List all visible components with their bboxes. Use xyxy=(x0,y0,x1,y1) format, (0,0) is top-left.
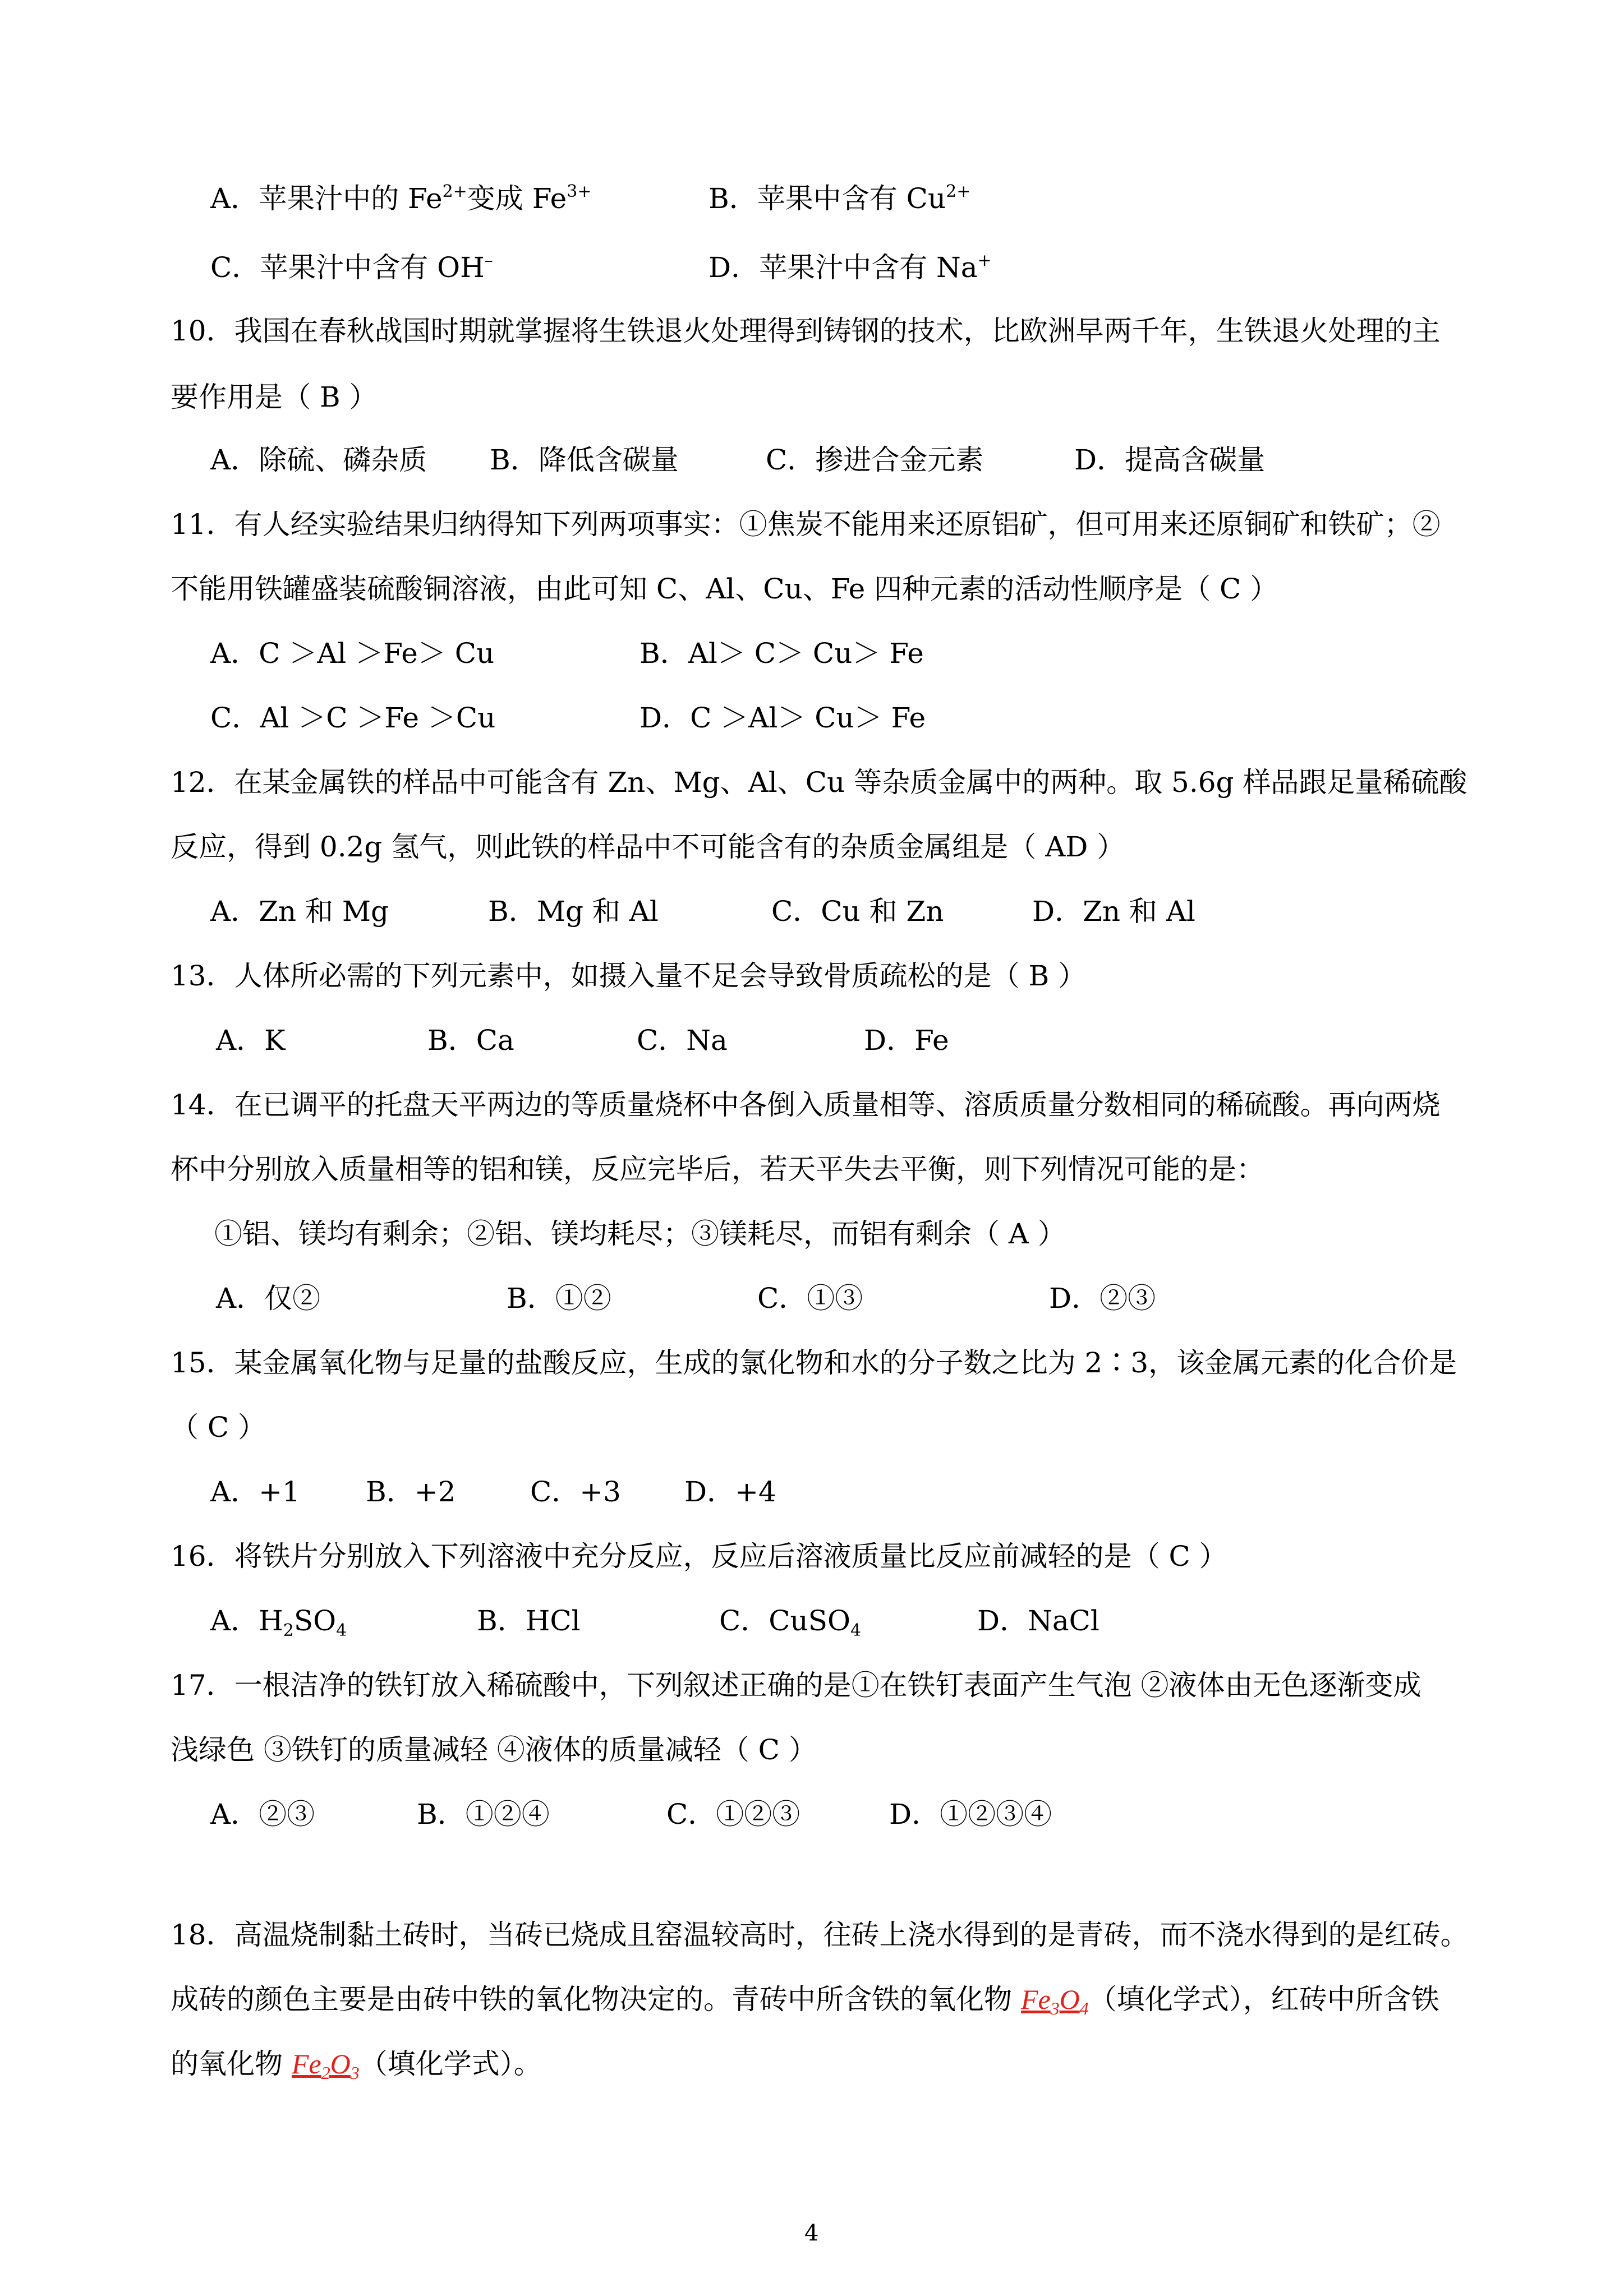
q14-option-b: B．①② xyxy=(507,1282,611,1315)
q18-answer-1: $Fe_3O_4$ xyxy=(1020,1984,1089,2018)
q10-option-b: B．降低含碳量 xyxy=(490,444,679,476)
q18-stem-line1: 18．高温烧制黏土砖时，当砖已烧成且窑温较高时，往砖上浇水得到的是青砖，而不浇水得到的是红砖。 xyxy=(171,1919,1469,1951)
q14-stem-line3: ①铝、镁均有剩余；②铝、镁均耗尽；③镁耗尽，而铝有剩余（ A ） xyxy=(214,1218,1066,1250)
q11-stem-line1: 11．有人经实验结果归纳得知下列两项事实：①焦炭不能用来还原铝矿，但可用来还原铜矿和铁矿；② xyxy=(171,508,1441,541)
q16-option-b: B．HCl xyxy=(477,1605,581,1637)
q18-stem-line3: 的氧化物 $Fe_2O_3$（填化学式）。 xyxy=(171,2048,542,2083)
q16-option-c: C．CuSO$_4$ xyxy=(719,1605,862,1640)
q11-option-d: D．C ＞Al＞ Cu＞ Fe xyxy=(640,702,926,734)
q12-option-b: B．Mg 和 Al xyxy=(488,895,659,928)
q11-options-row-2 xyxy=(0,701,1624,735)
q12-option-c: C．Cu 和 Zn xyxy=(771,895,944,928)
q16-option-a: A．$H_2SO_4$ xyxy=(210,1605,347,1640)
q17-option-d: D．①②③④ xyxy=(889,1798,1052,1831)
q13-stem-line1: 13．人体所必需的下列元素中，如摄入量不足会导致骨质疏松的是（ B ） xyxy=(171,960,1087,992)
q15-option-a: A．+1 xyxy=(210,1476,300,1508)
q12-stem-line2: 反应，得到 0.2g 氢气，则此铁的样品中不可能含有的杂质金属组是（ AD ） xyxy=(171,831,1125,863)
page-number: 4 xyxy=(804,2220,819,2246)
q15-stem-line1: 15．某金属氧化物与足量的盐酸反应，生成的氯化物和水的分子数之比为 2∶3，该金属元素的化合价是 xyxy=(171,1347,1457,1379)
q13-option-a: A．K xyxy=(216,1024,286,1057)
q10-options xyxy=(0,443,1624,477)
q13-options xyxy=(0,1023,1624,1057)
q15-stem-line2: （ C ） xyxy=(171,1411,266,1444)
q9-option-a: A．苹果汁中的 $Fe^{2+}$变成 $Fe^{3+}$ xyxy=(210,182,592,215)
q11-options-row-1 xyxy=(0,637,1624,670)
q12-option-d: D．Zn 和 Al xyxy=(1032,895,1195,928)
q15-option-c: C．+3 xyxy=(530,1476,621,1508)
q17-option-c: C．①②③ xyxy=(666,1798,801,1831)
q12-option-a: A．Zn 和 Mg xyxy=(210,895,389,928)
q12-options xyxy=(0,895,1624,928)
q17-options xyxy=(0,1797,1624,1831)
q17-option-b: B．①②④ xyxy=(417,1798,550,1831)
q10-option-a: A．除硫、磷杂质 xyxy=(210,444,427,476)
q10-option-d: D．提高含碳量 xyxy=(1074,444,1266,476)
q16-options xyxy=(0,1604,1624,1638)
q11-stem-line2: 不能用铁罐盛装硫酸铜溶液，由此可知 C、Al、Cu、Fe 四种元素的活动性顺序是（ C ） xyxy=(171,573,1278,605)
q15-options xyxy=(0,1475,1624,1509)
q9-option-d: D．苹果汁中含有 Na+ xyxy=(709,251,992,284)
q11-option-c: C．Al ＞C ＞Fe ＞Cu xyxy=(210,702,496,734)
q14-option-c: C．①③ xyxy=(757,1282,863,1315)
q14-options xyxy=(0,1281,1624,1315)
q9-options-row-2 xyxy=(0,251,1624,284)
q14-stem-line1: 14．在已调平的托盘天平两边的等质量烧杯中各倒入质量相等、溶质质量分数相同的稀硫酸。再向两烧 xyxy=(171,1089,1441,1121)
q15-option-b: B．+2 xyxy=(366,1476,456,1508)
q11-option-a: A．C ＞Al ＞Fe＞ Cu xyxy=(210,637,495,670)
q18-stem-line2: 成砖的颜色主要是由砖中铁的氧化物决定的。青砖中所含铁的氧化物 $Fe_3O_4$（填化学式），红砖中所含铁 xyxy=(171,1983,1439,2018)
q17-option-a: A．②③ xyxy=(210,1798,315,1831)
q13-option-d: D．Fe xyxy=(864,1024,949,1057)
q12-stem-line1: 12．在某金属铁的样品中可能含有 Zn、Mg、Al、Cu 等杂质金属中的两种。取 5.6g 样品跟足量稀硫酸 xyxy=(171,766,1467,799)
q10-option-c: C．掺进合金元素 xyxy=(766,444,984,476)
q14-option-d: D．②③ xyxy=(1049,1282,1156,1315)
q10-stem-line2: 要作用是（ B ） xyxy=(171,381,378,413)
q17-stem-line2: 浅绿色 ③铁钉的质量减轻 ④液体的质量减轻（ C ） xyxy=(171,1733,817,1766)
q11-option-b: B．Al＞ C＞ Cu＞ Fe xyxy=(640,637,924,670)
q10-stem-line1: 10．我国在春秋战国时期就掌握将生铁退火处理得到铸钢的技术，比欧洲早两千年，生铁退火处理的主 xyxy=(171,315,1441,347)
q14-option-a: A．仅② xyxy=(216,1282,321,1315)
q13-option-c: C．Na xyxy=(637,1024,728,1057)
q14-stem-line2: 杯中分别放入质量相等的铝和镁，反应完毕后，若天平失去平衡，则下列情况可能的是： xyxy=(171,1153,1264,1186)
q16-option-d: D．NaCl xyxy=(977,1605,1099,1637)
q15-option-d: D．+4 xyxy=(684,1476,776,1508)
q17-stem-line1: 17．一根洁净的铁钉放入稀硫酸中，下列叙述正确的是①在铁钉表面产生气泡 ②液体由无色逐渐变成 xyxy=(171,1669,1421,1702)
q9-option-b: B．苹果中含有 $Cu^{2+}$ xyxy=(709,182,971,215)
q9-option-c: C．苹果汁中含有 OH– xyxy=(210,251,493,284)
q9-options-row-1 xyxy=(0,182,1624,215)
q16-stem-line1: 16．将铁片分别放入下列溶液中充分反应，反应后溶液质量比反应前减轻的是（ C ） xyxy=(171,1540,1227,1573)
q18-answer-2: $Fe_2O_3$ xyxy=(291,2048,360,2083)
q13-option-b: B．Ca xyxy=(427,1024,514,1057)
